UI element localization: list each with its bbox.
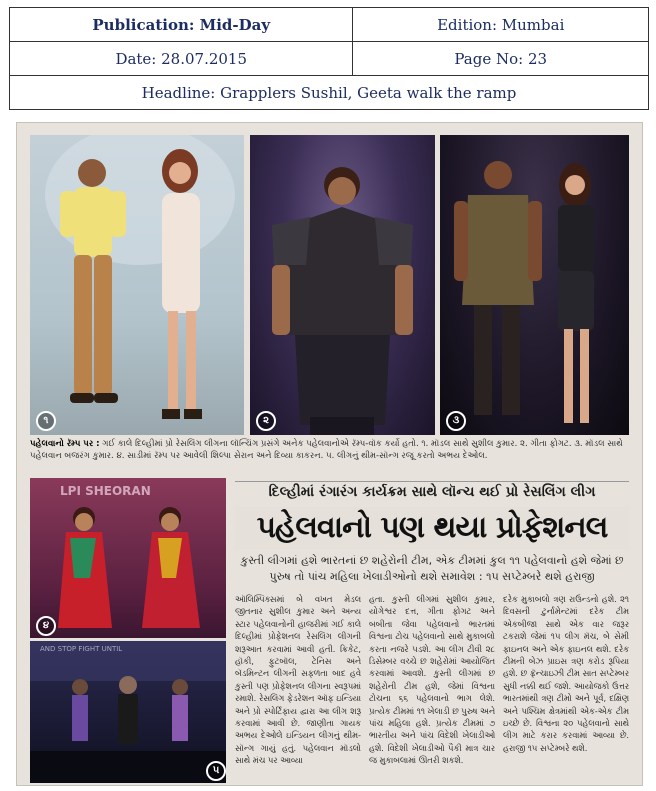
photo-number-2: ૨ [256, 411, 276, 431]
headline-cell: Headline: Grapplers Sushil, Geeta walk the ramp [10, 76, 649, 110]
body-paragraph: ઑલિમ્પિક્સમાં બે વખત મેડલ જીતનાર સુશીલ કુમાર અને અન્ય સ્ટાર પહેલવાનોની હાજરીમાં ગઈ કાલે દિલ્હીમાં પ્રોફેશનલ રેસલિંગ લીગની શરૂઆત કરવામાં આવી હતી. ક્રિકેટ, હૉકી, ફુટબૉલ, ટેનિસ અને બૅડમિન્ટન લીગની સફળતા બાદ હવે કુસ્તી પણ પ્રોફેશનલ લીગના સ્વરૂપમાં રમાશે. રેસલિંગ ફેડરેશન ઑફ ઇન્ડિયા અને પ્રો સ્પોર્ટિફાય દ્વારા આ લીગ શરૂ કરવામાં આવી છે. જાણીતા ગાયક અભય દેઓલે ઇન્ડિયન લીગનું થીમ-સૉન્ગ ગાયું હતું. પહેલવાન મૉડલો સાથે મંચ પર આવ્યા [235, 594, 361, 766]
article-main-headline: પહેલવાનો પણ થયા પ્રોફેશનલ [235, 507, 629, 549]
article-subheadline: દિલ્હીમાં રંગારંગ કાર્યક્રમ સાથે લૉન્ચ થઈ પ્રો રેસલિંગ લીગ [235, 481, 629, 506]
caption-text: ગઈ કાલે દિલ્હીમાં પ્રો રેસલિંગ લીગના લૉન્ચિંગ પ્રસંગે અનેક પહેલવાનોએ રૅમ્પ-વૉક કર્યો હતો. ૧. મૉડલ સાથે સુશીલ કુમાર. ૨. ગીતા ફોગટ. ૩. મૉડલ સાથે પહેલવાન બજરંગ કુમાર. ૪. સાડીમાં રૅમ્પ પર આવેલી શિલ્પા સેરાન અને દિવ્યા કાકરન. ૫. લીગનું થીમ-સૉન્ગ રજૂ કરતો અભય દેઓલ. [30, 439, 623, 461]
article-deck: કુસ્તી લીગમાં હશે ભારતનાં છ શહેરોની ટીમ, એક ટીમમાં કુલ ૧૧ પહેલવાનો હશે જેમાં છ પુરુષ તો પાંચ મહિલા ખેલાડીઓનો થશે સમાવેશ : ૧૫ સપ્ટેમ્બરે થશે હરાજી [240, 554, 624, 583]
body-paragraph: દરેક મુકાબલો ત્રણ રાઉન્ડનો હશે. ૨૧ દિવસની ટુર્નામેન્ટમાં દરેક ટીમ એકબીજા સાથે એક વાર જરૂર ટકરાશે જેમાં ૧૫ લીગ મૅચ, બે સેમી ફાઇનલ અને એક ફાઇનલ થશે. દરેક ટીમની બેઝ પ્રાઇસ ત્રણ કરોડ રૂપિયા હશે. છ ફ્રૅન્ચાઇઝી ટીમ સાત સપ્ટેમ્બર સુધી નક્કી થઈ જશે. આયોજકો ઉત્તર ભારતમાંથી ત્રણ ટીમો અને પૂર્વ, દક્ષિણ અને પશ્ચિમ ક્ષેત્રમાંથી એક-એક ટીમ ઇચ્છે છે. વિશ્વના ૨૦ પહેલવાનો સાથે લીગ માટે કરાર કરવામાં આવ્યા છે. હરાજી ૧૫ સપ્ટેમ્બરે થશે. [503, 594, 629, 753]
photo-number-5: ૫ [206, 761, 226, 781]
body-paragraph: હતા. કુસ્તી લીગમાં સુશીલ કુમાર, યોગેશ્વર દત્ત, ગીતા ફોગટ અને બબીતા જેવા પહેલવાનો ભારતમાં વિશ્વના ટોચ પહેલવાનો સાથે મુકાબલો કરતા નજરે પડશે. આ લીગ ટીવી ૨૮ ડિસેમ્બર વચ્ચે છ શહેરોમાં આયોજિત કરવામાં આવશે. કુસ્તી લીગમાં છ શહેરોની ટીમ હશે, જેમાં વિશ્વના ટોચના ૬૬ પહેલવાનો ભાગ લેશે. પ્રત્યેક ટીમમાં ૧૧ ખેલાડી છ પુરુષ અને પાંચ મહિલા હશે. પ્રત્યેક ટીમમાં ૭ ભારતીય અને પાંચ વિદેશી ખેલાડીઓ હશે. વિદેશી ખેલાડીઓ પૈકી માત્ર ચાર જ મુકાબલામાં ઊતરી શકશે. [369, 594, 495, 766]
photo-theme-song-performance [30, 641, 226, 783]
photo-3-illustration [440, 135, 629, 435]
photo-4-banner-text: LPI SHEORAN [60, 484, 151, 498]
photo-4-illustration [30, 478, 226, 638]
photo-wrestlers-in-sarees [30, 478, 226, 638]
photo-number-3: ૩ [446, 411, 466, 431]
photo-sushil-with-model [30, 135, 244, 435]
article-body [235, 593, 629, 783]
caption-lead: પહેલવાનો રૅમ્પ પર : [30, 439, 100, 449]
publication-info-table [9, 7, 649, 110]
date-cell: Date: 28.07.2015 [10, 42, 353, 76]
photo-5-banner-text: AND STOP FIGHT UNTIL [40, 645, 123, 653]
publication-cell: Publication: Mid-Day [10, 8, 353, 42]
photo-2-illustration [250, 135, 435, 435]
photo-1-illustration [30, 135, 244, 435]
photo-geeta-phogat [250, 135, 435, 435]
photo-number-4: ૪ [36, 616, 56, 636]
photo-bajrang-with-model [440, 135, 629, 435]
newspaper-clipping [17, 123, 642, 785]
photo-5-illustration [30, 641, 226, 783]
edition-cell: Edition: Mumbai [353, 8, 649, 42]
page-number-cell: Page No: 23 [353, 42, 649, 76]
photo-caption [30, 438, 629, 462]
photo-number-1: ૧ [36, 411, 56, 431]
